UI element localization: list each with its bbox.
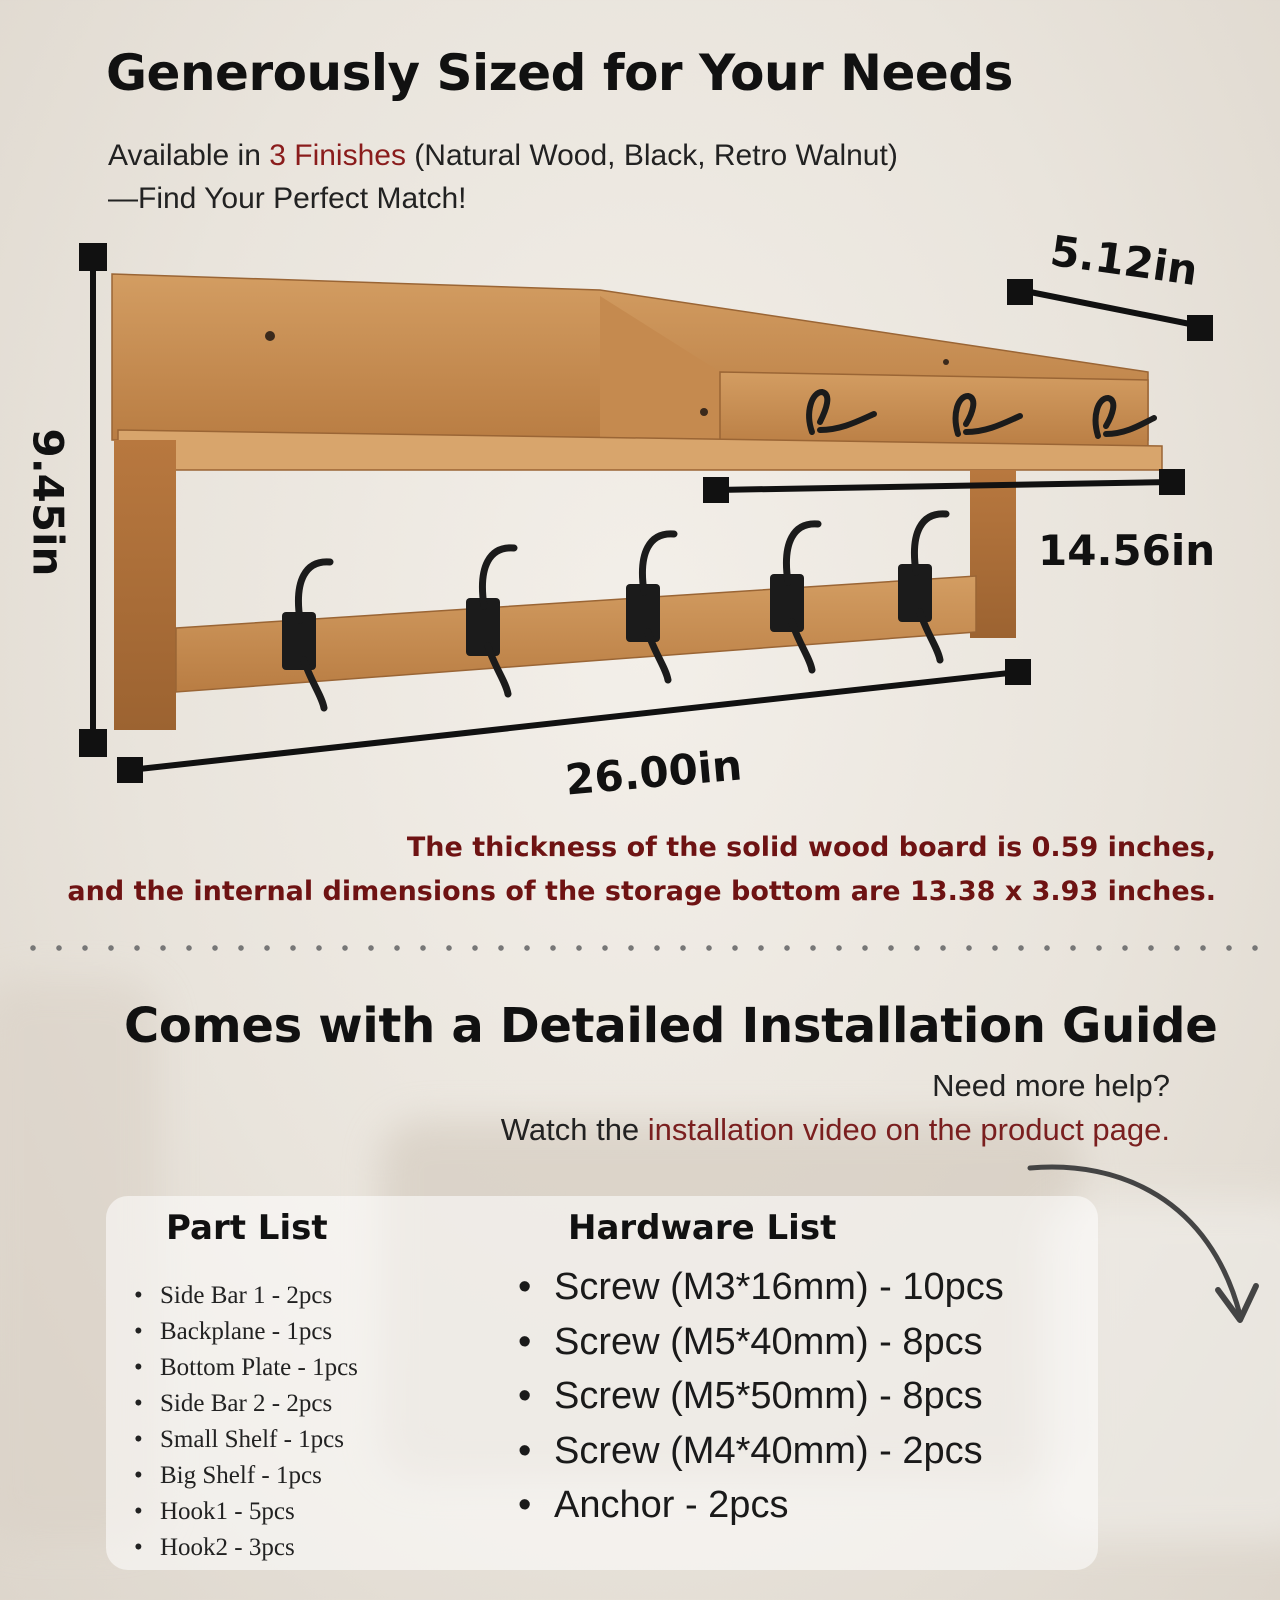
list-item: • Hook2 - 3pcs <box>134 1530 358 1566</box>
shelf-width-label: 14.56in <box>1038 526 1216 575</box>
list-item: • Screw (M4*40mm) - 2pcs <box>518 1424 1004 1479</box>
list-item: • Backplane - 1pcs <box>134 1314 358 1350</box>
hardware-list-title: Hardware List <box>568 1208 837 1248</box>
hardware-list <box>518 1260 1004 1533</box>
list-item: • Screw (M3*16mm) - 10pcs <box>518 1260 1004 1315</box>
list-item: • Bottom Plate - 1pcs <box>134 1350 358 1386</box>
side-bar-left <box>114 440 176 730</box>
finishes-tagline: —Find Your Perfect Match! <box>108 182 467 215</box>
list-item: • Screw (M5*50mm) - 8pcs <box>518 1369 1004 1424</box>
screw-hole <box>943 359 949 365</box>
finishes-subtitle: Available in 3 Finishes (Natural Wood, Black, Retro Walnut) —Find Your Perfect Match! <box>108 139 898 215</box>
total-width-label: 26.00in <box>563 740 744 805</box>
small-shelf-front <box>720 372 1148 450</box>
part-list-title: Part List <box>166 1208 328 1248</box>
screw-hole <box>700 408 708 416</box>
finishes-count: 3 Finishes <box>269 139 406 172</box>
list-item: • Side Bar 1 - 2pcs <box>134 1278 358 1314</box>
list-item: • Side Bar 2 - 2pcs <box>134 1386 358 1422</box>
part-list <box>134 1278 358 1566</box>
parts-panel <box>106 1196 1098 1570</box>
install-help: Need more help? Watch the installation video on the product page. <box>500 1068 1170 1147</box>
wood-thickness-note: The thickness of the solid wood board is 0.59 inches, and the internal dimensions of the storage bottom are 13.38 x 3.93 inches. <box>67 832 1216 907</box>
depth-label: 5.12in <box>1047 225 1201 296</box>
list-item: • Big Shelf - 1pcs <box>134 1458 358 1494</box>
installation-video-link[interactable]: installation video on the product page. <box>647 1112 1170 1147</box>
shelf-width-dimension-line <box>716 482 1172 490</box>
list-item: • Anchor - 2pcs <box>518 1478 1004 1533</box>
side-bar-right <box>970 470 1016 638</box>
list-item: • Small Shelf - 1pcs <box>134 1422 358 1458</box>
depth-dimension-line <box>1020 290 1200 326</box>
page-title: Generously Sized for Your Needs <box>106 44 1013 102</box>
list-item: • Hook1 - 5pcs <box>134 1494 358 1530</box>
section-divider <box>20 944 1260 952</box>
list-item: • Screw (M5*40mm) - 8pcs <box>518 1315 1004 1370</box>
screw-hole <box>265 331 275 341</box>
height-label: 9.45in <box>23 428 73 577</box>
install-title: Comes with a Detailed Installation Guide <box>124 998 1218 1054</box>
